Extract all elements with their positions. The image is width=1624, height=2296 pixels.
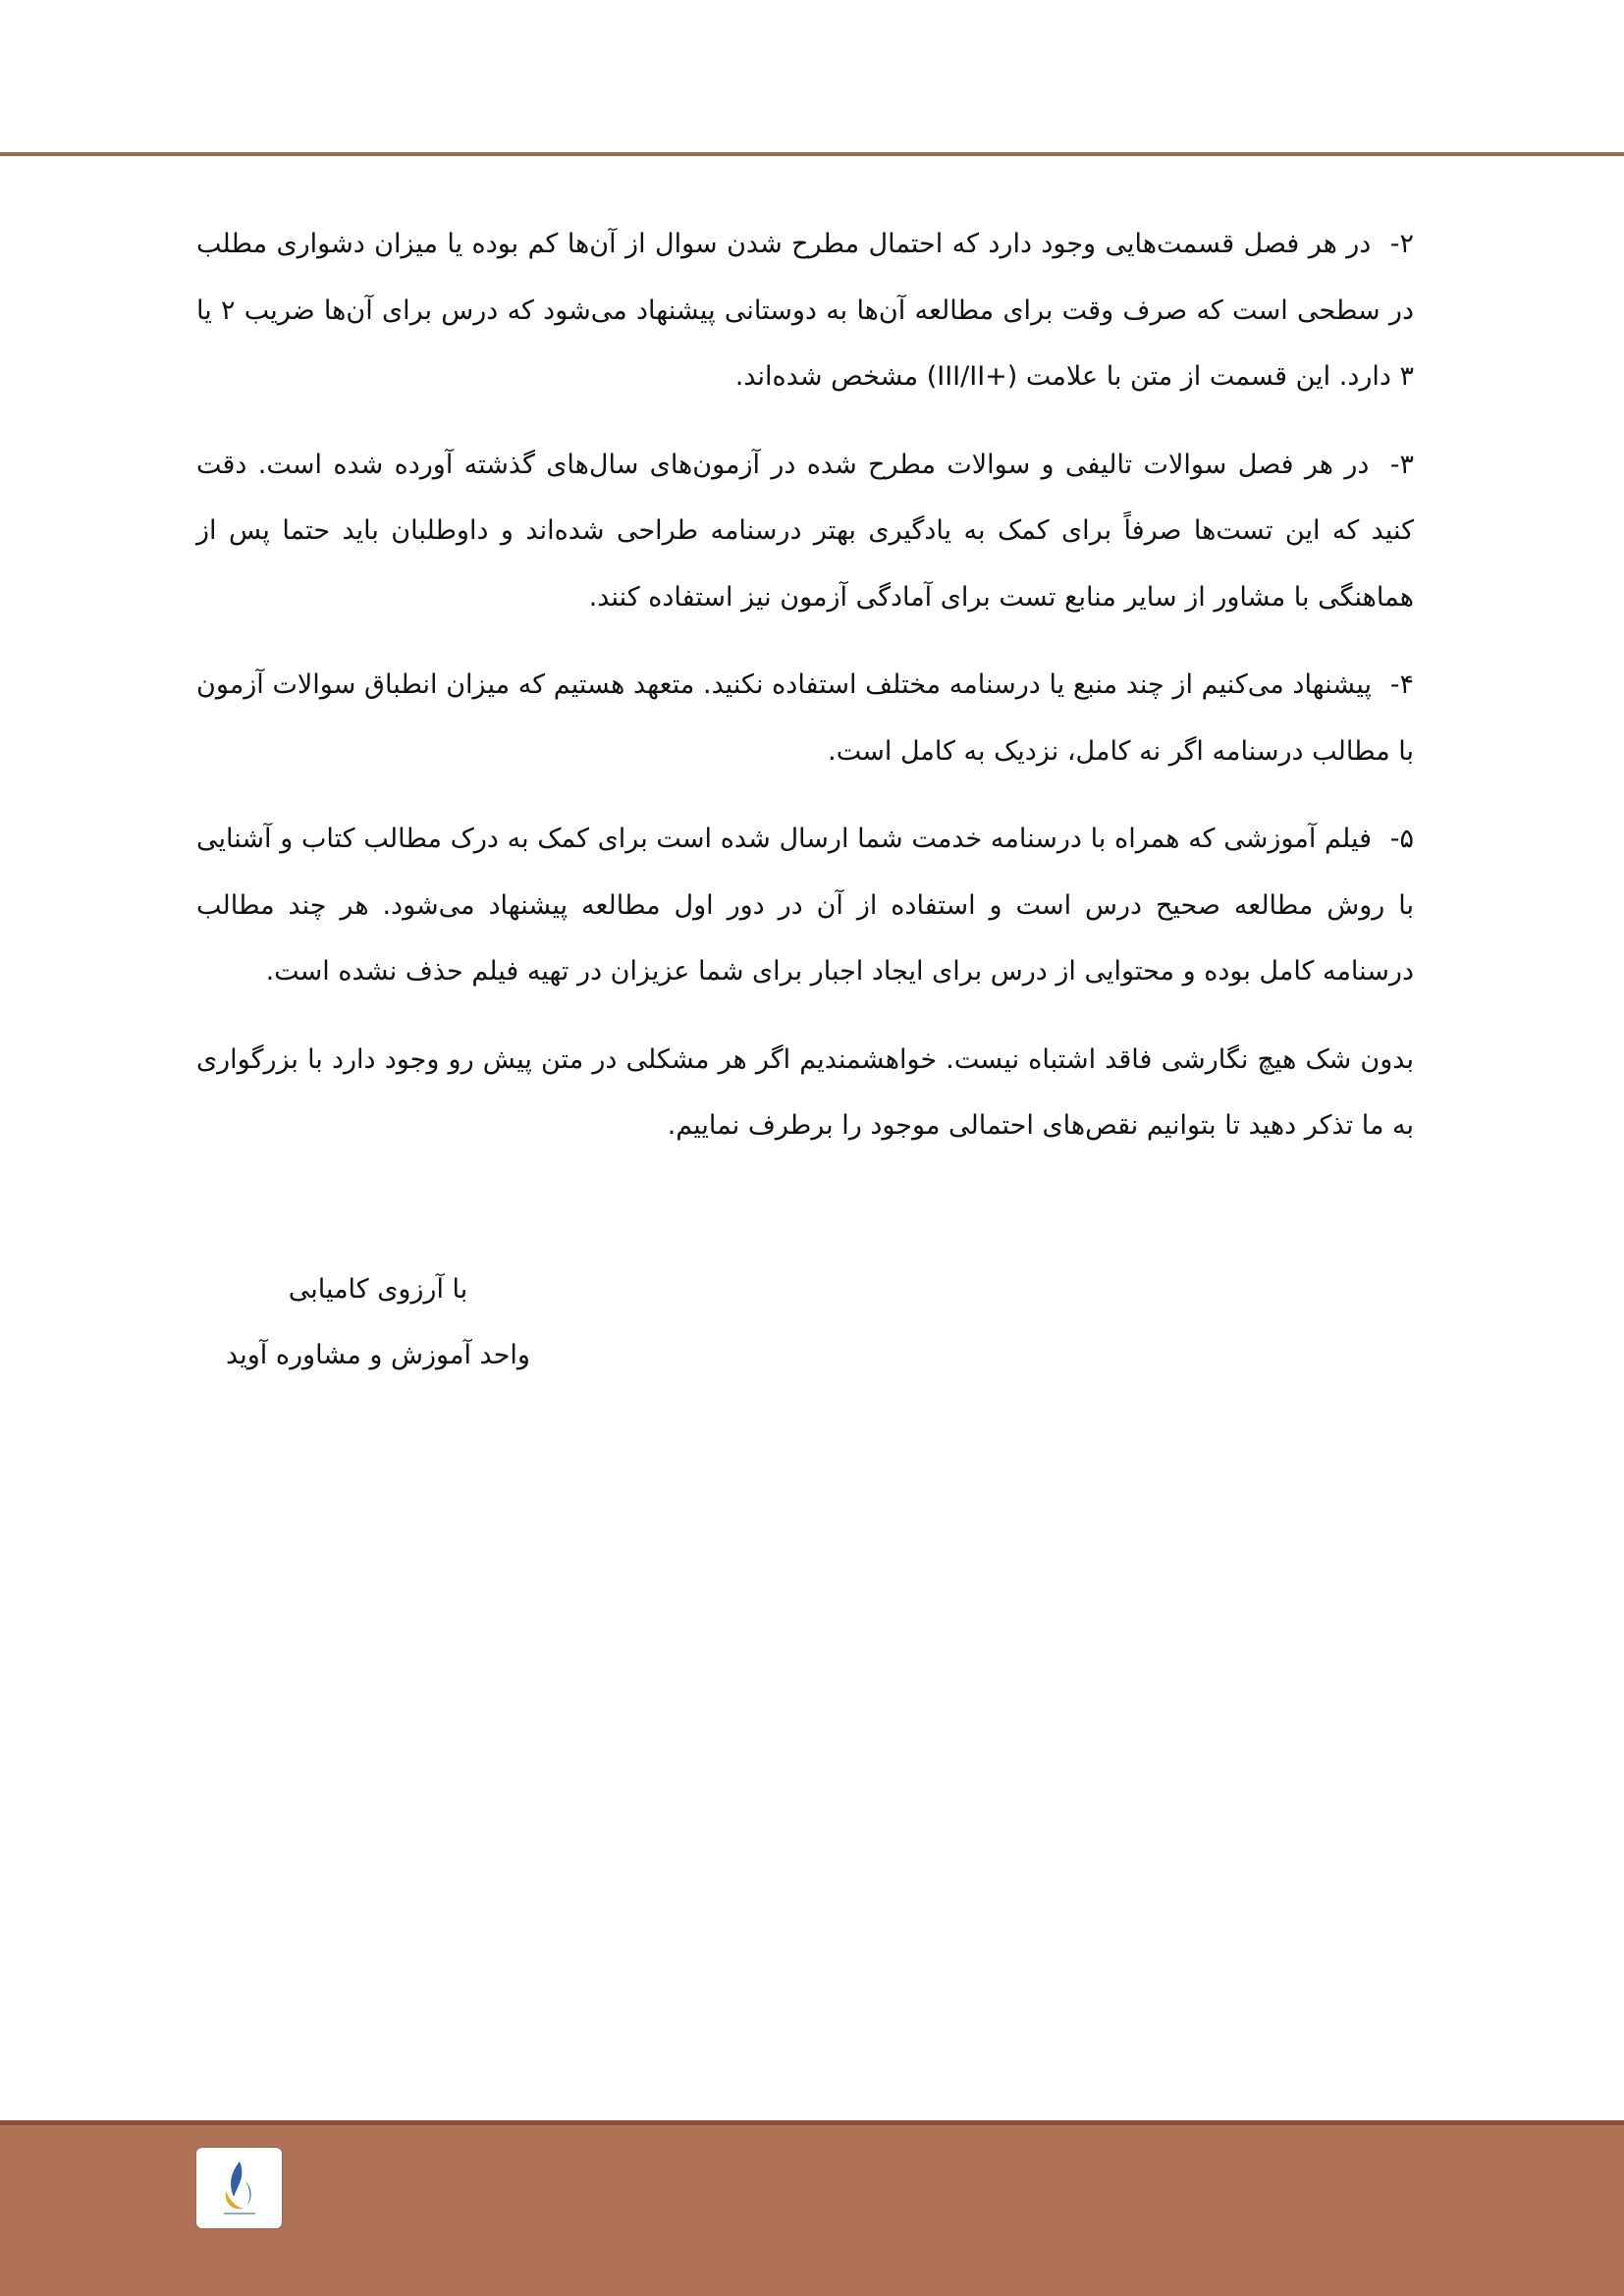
header-divider [0,152,1624,156]
paragraph-item-5 [196,806,1414,1005]
paragraph-text: پیشنهاد می‌کنیم از چند منبع یا درسنامه مختلف استفاده نکنید. متعهد هستیم که میزان انطباق سوالات آزمون با مطالب درسنامه اگر نه کامل، نزدیک به کامل است. [196,669,1414,767]
item-number: ۲- [1389,229,1414,259]
paragraph-item-3 [196,432,1414,631]
paragraph-text: بدون شک هیچ نگارشی فاقد اشتباه نیست. خواهشمندیم اگر هر مشکلی در متن پیش رو وجود دارد با بزرگواری به ما تذکر دهید تا بتوانیم نقص‌های احتمالی موجود را برطرف نماییم. [196,1043,1414,1141]
document-body [196,211,1414,1181]
signature-greeting: با آرزوی کامیابی [288,1274,468,1305]
page-footer [0,2120,1624,2296]
paragraph-text: فیلم آموزشی که همراه با درسنامه خدمت شما ارسال شده است برای کمک به درک مطالب کتاب و آشنایی با روش مطالعه صحیح درس است و استفاده از آن در دور اول مطالعه پیشنهاد می‌شود. هر چند مطالب درسنامه کامل بوده و محتوایی از درس برای ایجاد اجبار برای شما عزیزان در تهیه فیلم حذف نشده است. [196,824,1414,987]
item-number: ۳- [1389,449,1414,480]
closing-paragraph [196,1027,1414,1159]
avid-logo-icon [196,2148,282,2228]
footer-divider [0,2120,1624,2125]
paragraph-item-2 [196,211,1414,410]
signature-organization: واحد آموزش و مشاوره آوید [226,1340,530,1370]
signature-block [216,1256,540,1388]
item-number: ۴- [1389,669,1414,700]
paragraph-text: در هر فصل سوالات تالیفی و سوالات مطرح شده در آزمون‌های سال‌های گذشته آورده شده است. دقت کنید که این تست‌ها صرفاً برای کمک به یادگیری بهتر درسنامه طراحی شده‌اند و داوطلبان باید حتما پس از هماهنگی با مشاور از سایر منابع تست برای آمادگی آزمون نیز استفاده کنند. [196,449,1414,613]
paragraph-text: در هر فصل قسمت‌هایی وجود دارد که احتمال مطرح شدن سوال از آن‌ها کم بوده یا میزان دشواری مطلب در سطحی است که صرف وقت برای مطالعه آن‌ها به دوستانی پیشنهاد می‌شود که درس برای آن‌ها ضریب ۲ یا ۳ دارد. این قسمت از متن با علامت (+III/II) مشخص شده‌اند. [196,229,1414,392]
paragraph-item-4 [196,652,1414,784]
item-number: ۵- [1389,824,1414,854]
